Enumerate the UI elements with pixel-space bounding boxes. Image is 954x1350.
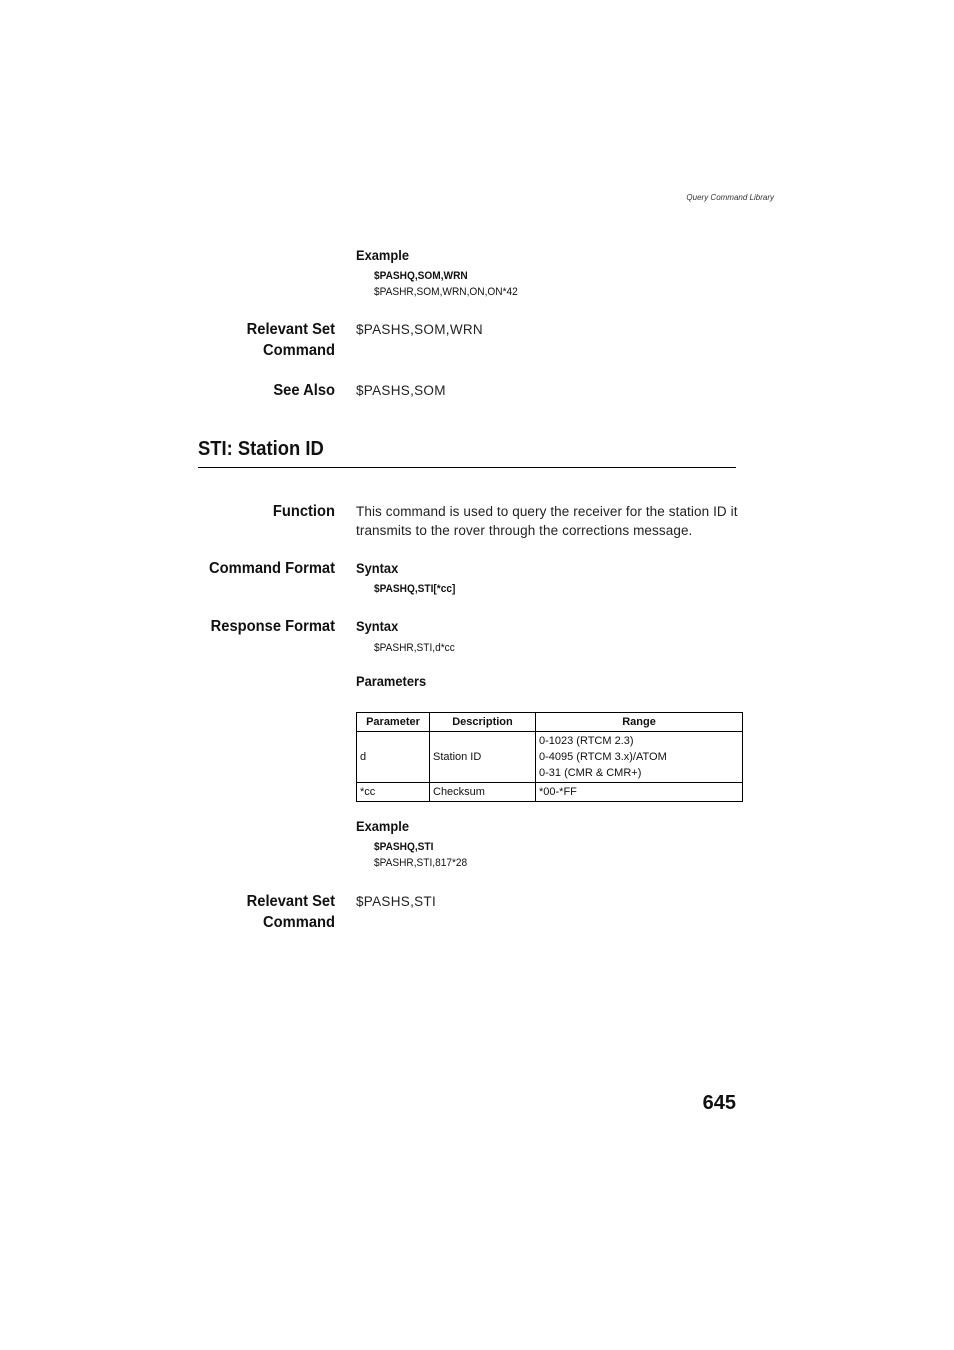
response-syntax-heading: Syntax — [356, 618, 399, 634]
function-label: Function — [272, 503, 335, 520]
table-header-row — [357, 713, 743, 732]
som-relevant-set-value: $PASHS,SOM,WRN — [356, 322, 483, 337]
som-example-heading: Example — [356, 247, 409, 263]
parameters-heading: Parameters — [356, 673, 427, 689]
table-row — [357, 732, 743, 783]
function-description: This command is used to query the receiver for the station ID it transmits to the rover through the corrections message. — [356, 504, 738, 538]
cell-parameter: d — [357, 732, 430, 783]
column-header-parameter: Parameter — [357, 713, 430, 732]
sti-example-response: $PASHR,STI,817*28 — [374, 857, 468, 869]
column-header-description: Description — [430, 713, 536, 732]
section-title: STI: Station ID — [198, 438, 324, 460]
sti-relevant-set-label-line1: Relevant Set — [246, 893, 335, 910]
sti-relevant-set-label — [59, 891, 335, 933]
section-divider — [198, 467, 736, 468]
page-number: 645 — [702, 1092, 736, 1114]
command-syntax: $PASHQ,STI[*cc] — [374, 583, 456, 595]
range-line: 0-4095 (RTCM 3.x)/ATOM — [539, 751, 667, 763]
cell-range — [536, 732, 743, 783]
som-relevant-set-label-line1: Relevant Set — [246, 321, 335, 338]
parameters-table — [356, 712, 743, 802]
sti-example-heading: Example — [356, 818, 409, 834]
sti-relevant-set-value: $PASHS,STI — [356, 894, 437, 909]
column-header-range: Range — [536, 713, 743, 732]
range-line: 0-1023 (RTCM 2.3) — [539, 735, 634, 747]
command-format-label: Command Format — [209, 560, 335, 577]
cell-parameter: *cc — [357, 783, 430, 802]
sti-relevant-set-label-line2: Command — [263, 914, 335, 931]
table-row — [357, 783, 743, 802]
cell-description: Station ID — [430, 732, 536, 783]
som-example-response: $PASHR,SOM,WRN,ON,ON*42 — [374, 286, 518, 298]
cell-description: Checksum — [430, 783, 536, 802]
som-see-also-label: See Also — [273, 382, 335, 399]
command-syntax-heading: Syntax — [356, 560, 399, 576]
response-syntax: $PASHR,STI,d*cc — [374, 642, 455, 654]
som-example-query: $PASHQ,SOM,WRN — [374, 270, 468, 282]
range-line: 0-31 (CMR & CMR+) — [539, 767, 642, 779]
range-line: *00-*FF — [539, 786, 577, 798]
response-format-label: Response Format — [210, 618, 335, 635]
som-relevant-set-label-line2: Command — [263, 342, 335, 359]
som-relevant-set-label — [59, 319, 335, 361]
som-see-also-value: $PASHS,SOM — [356, 383, 446, 398]
sti-example-query: $PASHQ,STI — [374, 841, 434, 853]
cell-range — [536, 783, 743, 802]
running-header: Query Command Library — [686, 193, 774, 202]
